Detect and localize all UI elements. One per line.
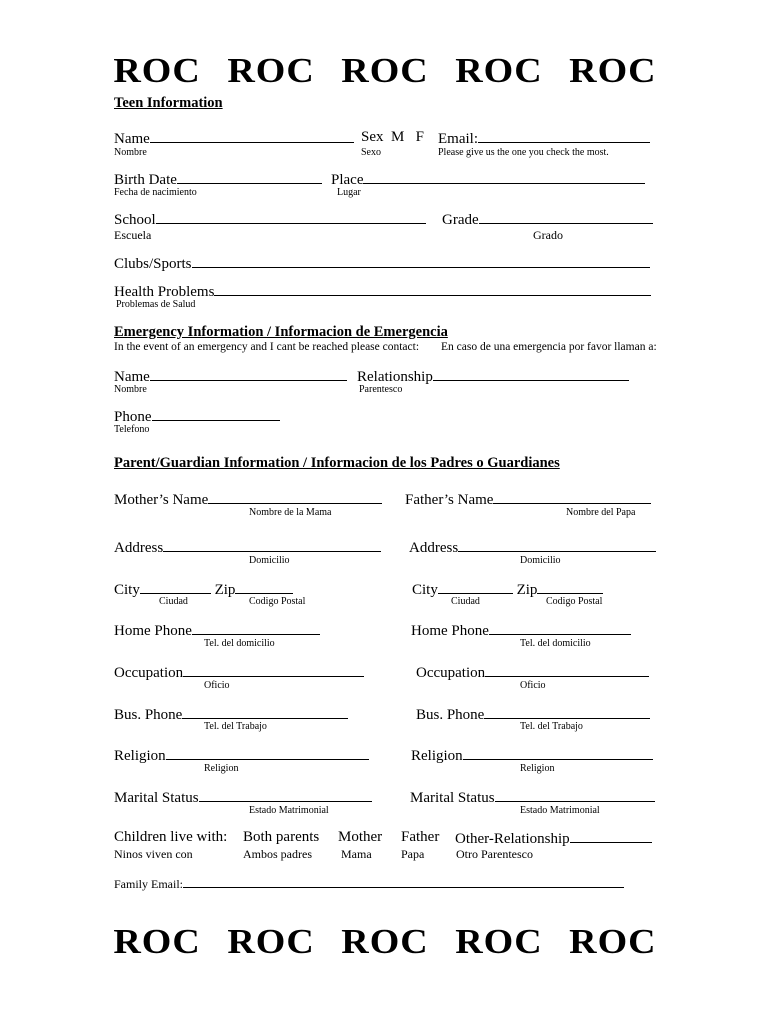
mother-bus-phone-es: Tel. del Trabajo [204,721,267,732]
marital-label: Marital Status [114,790,199,806]
home-phone-label: Home Phone [114,623,192,639]
father-address-field[interactable] [409,539,656,556]
emergency-note-es: En caso de una emergencia por favor llaman a: [441,341,657,353]
city-label: City [412,582,438,598]
teen-email-label: Email: [438,131,478,147]
banner-word: ROC [455,51,543,91]
bus-phone-label: Bus. Phone [416,707,485,723]
banner-word: ROC [569,922,657,962]
father-name-field[interactable] [405,491,651,508]
father-occupation-field[interactable] [416,664,649,681]
relationship-field[interactable] [357,368,629,385]
place-es: Lugar [337,187,361,198]
teen-sex-label: Sex [361,129,384,145]
father-marital-es: Estado Matrimonial [520,805,600,816]
emergency-name-field[interactable] [114,368,347,385]
mother-address-es: Domicilio [249,555,290,566]
occupation-label: Occupation [114,665,184,681]
school-es: Escuela [114,228,152,242]
sex-m-option[interactable]: M [391,129,405,145]
clubs-sports-label: Clubs/Sports [114,256,192,272]
option-other-relationship[interactable] [455,830,652,847]
relationship-es: Parentesco [359,384,403,395]
mother-name-es: Nombre de la Mama [249,507,332,518]
option-both-parents-es: Ambos padres [243,847,312,861]
banner-word: ROC [113,922,201,962]
mother-marital-es: Estado Matrimonial [249,805,329,816]
grade-es: Grado [533,228,563,242]
father-religion-es: Religion [520,763,555,774]
father-name-es: Nombre del Papa [566,507,636,518]
option-father[interactable]: Father [401,829,440,845]
teen-heading: Teen Information [114,95,223,111]
teen-name-field[interactable] [114,130,354,147]
birth-date-field[interactable] [114,171,322,188]
emergency-name-es: Nombre [114,384,147,395]
mother-city-es: Ciudad [159,596,188,607]
bottom-banner [0,923,770,961]
other-relationship-label: Other-Relationship [455,831,570,847]
teen-email-field[interactable] [438,130,650,147]
religion-label: Religion [114,748,166,764]
teen-sex-es: Sexo [361,147,381,158]
father-zip-es: Codigo Postal [546,596,603,607]
occupation-label: Occupation [416,665,486,681]
option-mother-es: Mama [341,847,372,861]
sex-f-option[interactable]: F [415,129,424,145]
emergency-note-en: In the event of an emergency and I cant be reached please contact: [114,341,420,353]
father-address-es: Domicilio [520,555,561,566]
emergency-name-label: Name [114,369,150,385]
mother-home-phone-es: Tel. del domicilio [204,638,275,649]
mother-zip-es: Codigo Postal [249,596,306,607]
banner-word: ROC [227,922,315,962]
option-mother[interactable]: Mother [338,829,383,845]
health-problems-es: Problemas de Salud [116,299,196,310]
zip-label: Zip [516,582,538,598]
mother-occupation-field[interactable] [114,664,364,681]
teen-name-es: Nombre [114,147,147,158]
top-banner [0,52,770,90]
father-name-label: Father’s Name [405,492,494,508]
teen-sex-field[interactable] [361,130,424,145]
health-problems-field[interactable] [114,283,651,300]
mother-religion-field[interactable] [114,747,369,764]
address-label: Address [114,540,164,556]
grade-field[interactable] [442,211,653,228]
city-label: City [114,582,140,598]
option-both-parents[interactable]: Both parents [243,829,320,845]
place-field[interactable] [331,171,645,188]
mother-address-field[interactable] [114,539,381,556]
children-es: Ninos viven con [114,847,193,861]
mother-occupation-es: Oficio [204,680,230,691]
banner-word: ROC [227,51,315,91]
family-email-label: Family Email: [114,877,183,891]
father-home-phone-field[interactable] [411,622,631,639]
parents-heading: Parent/Guardian Information / Informacion de los Padres o Guardianes [114,455,560,471]
clubs-sports-field[interactable] [114,255,650,272]
emergency-phone-label: Phone [114,409,152,425]
banner-word: ROC [341,922,429,962]
banner-word: ROC [569,51,657,91]
birth-date-es: Fecha de nacimiento [114,187,197,198]
bus-phone-label: Bus. Phone [114,707,183,723]
father-bus-phone-es: Tel. del Trabajo [520,721,583,732]
father-religion-field[interactable] [411,747,653,764]
religion-label: Religion [411,748,463,764]
health-problems-label: Health Problems [114,284,215,300]
teen-name-label: Name [114,131,150,147]
address-label: Address [409,540,459,556]
father-home-phone-es: Tel. del domicilio [520,638,591,649]
mother-name-label: Mother’s Name [114,492,209,508]
banner-word: ROC [341,51,429,91]
teen-email-note: Please give us the one you check the most. [438,147,609,158]
birth-date-label: Birth Date [114,172,177,188]
father-city-es: Ciudad [451,596,480,607]
family-email-field[interactable] [114,877,624,890]
marital-label: Marital Status [410,790,495,806]
children-label: Children live with: [114,829,228,845]
relationship-label: Relationship [357,369,433,385]
emergency-phone-es: Telefono [114,424,150,435]
zip-label: Zip [214,582,236,598]
mother-religion-es: Religion [204,763,239,774]
father-occupation-es: Oficio [520,680,546,691]
banner-word: ROC [455,922,543,962]
option-father-es: Papa [401,847,425,861]
mother-marital-field[interactable] [114,789,372,806]
emergency-phone-field[interactable] [114,408,280,425]
school-field[interactable] [114,211,426,228]
place-label: Place [331,172,364,188]
mother-home-phone-field[interactable] [114,622,320,639]
home-phone-label: Home Phone [411,623,489,639]
mother-name-field[interactable] [114,491,382,508]
emergency-heading: Emergency Information / Informacion de Emergencia [114,324,448,340]
option-other-es: Otro Parentesco [456,847,533,861]
banner-word: ROC [113,51,201,91]
grade-label: Grade [442,212,479,228]
school-label: School [114,212,156,228]
father-marital-field[interactable] [410,789,655,806]
